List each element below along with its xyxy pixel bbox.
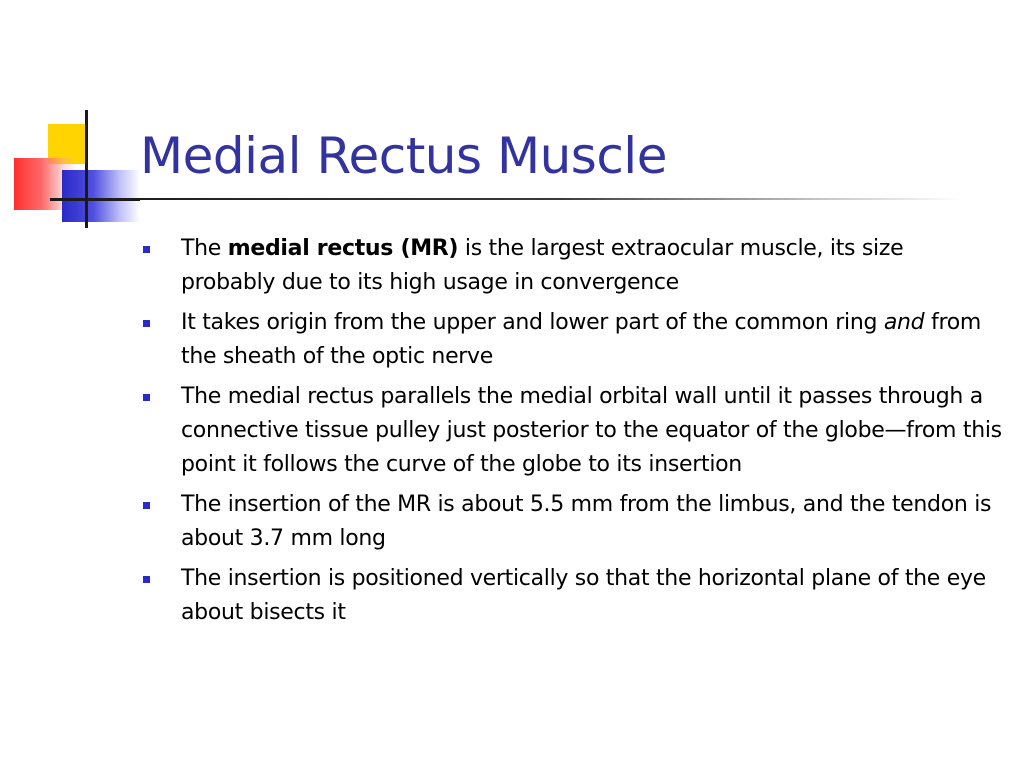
bullet-text: The insertion of the MR is about 5.5 mm from the limbus, and the tendon is about 3.7 mm long [181, 492, 992, 551]
bullet-text: The insertion is positioned vertically so that the horizontal plane of the eye about bisects it [181, 566, 986, 625]
bullet-item [142, 306, 1002, 374]
bullet-text: It takes origin from the upper and lower part of the common ring [181, 310, 884, 335]
square-bullet-icon [143, 246, 150, 253]
bullet-italic-term: and [883, 310, 925, 335]
slide-title: Medial Rectus Muscle [140, 127, 667, 185]
bullet-text: from the sheath of the optic nerve [181, 310, 982, 369]
ornament-blue-square [62, 170, 140, 222]
square-bullet-icon [143, 320, 150, 327]
bullet-bold-term: medial rectus (MR) [227, 236, 459, 261]
corner-ornament [0, 100, 150, 240]
bullet-text: The [181, 236, 228, 261]
bullet-item [142, 380, 1002, 482]
bullet-text: The medial rectus parallels the medial orbital wall until it passes through a connective tissue pulley just posterior to the equator of the globe—from this point it follows the curve of the globe to its insertion [181, 384, 1002, 477]
bullet-list [142, 232, 1002, 636]
bullet-text: is the largest extraocular muscle, its size probably due to its high usage in convergence [181, 236, 904, 295]
square-bullet-icon [143, 502, 150, 509]
square-bullet-icon [143, 576, 150, 583]
ornament-vertical-line [85, 110, 88, 228]
bullet-item [142, 562, 1002, 630]
square-bullet-icon [143, 394, 150, 401]
bullet-item [142, 488, 1002, 556]
bullet-item [142, 232, 1002, 300]
title-divider [60, 198, 965, 200]
